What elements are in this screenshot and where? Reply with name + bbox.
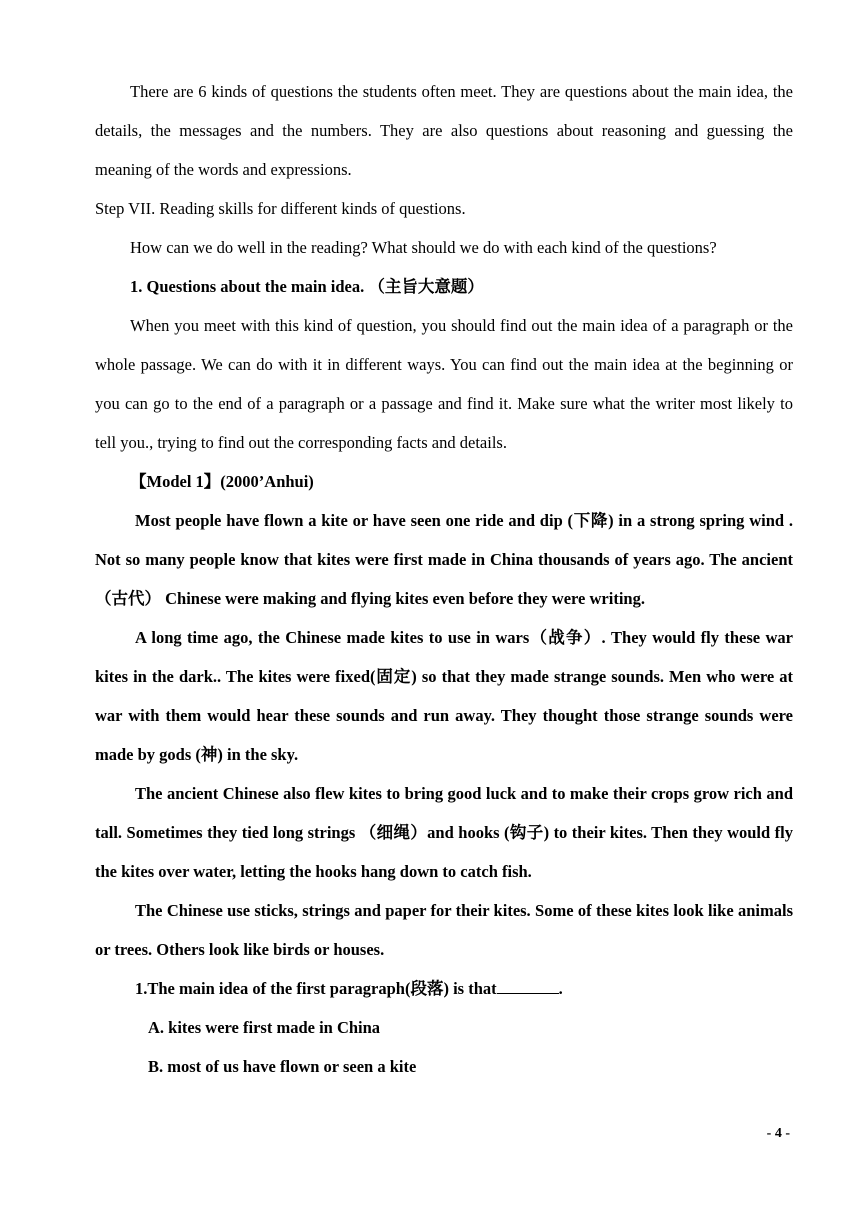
question-stem-text: 1.The main idea of the first paragraph(段落) is that	[135, 979, 497, 998]
page-number: - 4 -	[766, 1126, 790, 1141]
intro-paragraph: There are 6 kinds of questions the students often meet. They are questions about the main idea, the details, the messages and the numbers. They are also questions about reasoning and guessing the meaning of the words and expressions.	[95, 82, 793, 179]
step-heading: Step VII. Reading skills for different kinds of questions.	[95, 199, 466, 218]
option-a: A. kites were first made in China	[148, 1018, 381, 1037]
answer-blank	[497, 979, 559, 994]
question-stem	[95, 969, 793, 1008]
passage-paragraph-4: The Chinese use sticks, strings and paper for their kites. Some of these kites look like animals or trees. Others look like birds or houses.	[95, 901, 793, 959]
section-heading-main-idea: 1. Questions about the main idea. （主旨大意题）	[130, 277, 484, 296]
passage-paragraph-3: The ancient Chinese also flew kites to bring good luck and to make their crops grow rich and tall. Sometimes they tied long strings （细绳）and hooks (钩子) to their kites. Then they would fly the kites over water, letting the hooks hang down to catch fish.	[95, 784, 793, 881]
question-stem-end: .	[558, 979, 563, 998]
passage-paragraph-1: Most people have flown a kite or have seen one ride and dip (下降) in a strong spring wind . Not so many people know that kites were first made in China thousands of years ago. The ancient（古代） Chinese were making and flying kites even before they were writing.	[95, 511, 793, 608]
passage-paragraph-2: A long time ago, the Chinese made kites to use in wars（战争）. They would fly these war kites in the dark.. The kites were fixed(固定) so that they made strange sounds. Men who were at war with them would hear these sounds and run away. They thought those strange sounds were made by gods (神) in the sky.	[95, 628, 793, 764]
model-label: 【Model 1】(2000’Anhui)	[130, 472, 314, 491]
document-page	[95, 72, 793, 1086]
intro-question-paragraph: How can we do well in the reading? What should we do with each kind of the questions?	[130, 238, 717, 257]
section-body-main-idea: When you meet with this kind of question, you should find out the main idea of a paragraph or the whole passage. We can do with it in different ways. You can find out the main idea at the beginning or you can go to the end of a paragraph or a passage and find it. Make sure what the writer most likely to tell you., trying to find out the corresponding facts and details.	[95, 316, 793, 452]
option-b: B. most of us have flown or seen a kite	[148, 1057, 417, 1076]
